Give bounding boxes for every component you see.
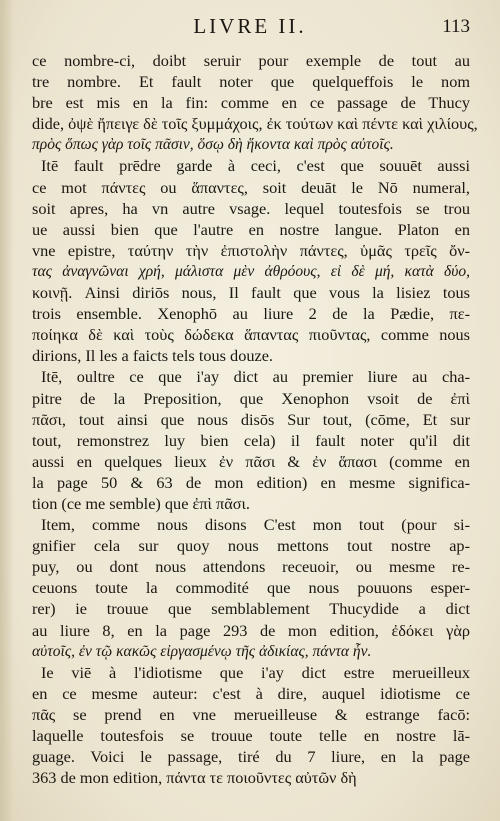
text-line: dide, ὀψὲ ἤπειγε δὲ τοῖς ξυμμάχοις, ἐκ τούτων καὶ πέντε καὶ χιλίους, bbox=[32, 114, 478, 134]
text-line: laquelle toutesfois se trouue toute telle en nostre lā- bbox=[32, 726, 470, 745]
text-line: au liure 8, en la page 293 de mon edition, ἐδόκει γὰρ bbox=[32, 620, 470, 640]
page-number: 113 bbox=[442, 16, 470, 37]
text-line: Item, comme nous disons C'est mon tout (pour si- bbox=[41, 515, 470, 535]
text-line: 363 de mon edition, πάντα τε ποιοῦντες αὐτῶν δὴ bbox=[32, 768, 357, 788]
text-line: ce mot πάντες ou ἅπαντες, soit deuāt le Nō numeral, bbox=[32, 177, 470, 197]
text-line: aussi en quelques lieux ἐν πᾶσι & ἐν ἅπασι (comme en bbox=[32, 451, 470, 471]
text-line: tout, remonstrez luy bien cela) il fault noter qu'il dit bbox=[32, 430, 470, 450]
text-line: en ce mesme auteur: c'est à dire, auquel idiotisme ce bbox=[32, 683, 470, 703]
text-line: vne epistre, ταύτην τὴν ἐπιστολὴν πάντες, ὑμᾶς τρεῖς ὄν- bbox=[32, 240, 470, 260]
text-line: tre nombre. Et fault noter que quelqueffois le nom bbox=[32, 72, 470, 92]
text-line: πᾶς se prend en vne merueilleuse & estrange facō: bbox=[32, 704, 470, 724]
text-line: τας ἀναγνῶναι χρή, μάλιστα μὲν ἀθρόους, εἰ δὲ μή, κατὰ δύο, bbox=[32, 262, 470, 280]
text-line: ποίηκα δὲ καὶ τοὺς δώδεκα ἅπαντας πιοῦντας, comme nous bbox=[32, 325, 470, 345]
text-line: tion (ce me semble) que ἐπὶ πᾶσι. bbox=[32, 493, 250, 513]
body-text bbox=[32, 50, 478, 788]
text-line: ceuons toute la commodité que nous pouuons esper- bbox=[32, 578, 470, 598]
text-line: πᾶσι, tout ainsi que nous disōs Sur tout, (cōme, Et sur bbox=[32, 409, 470, 429]
text-line: κοινῇ. Ainsi diriōs nous, Il fault que vous la lisiez tous bbox=[32, 283, 470, 303]
text-line: dirions, Il les a faicts tels tous douze. bbox=[32, 346, 273, 366]
text-line: la page 50 & 63 de mon edition) en mesme significa- bbox=[32, 472, 470, 492]
text-line: trois ensemble. Xenophō au liure 2 de la Pædie, πε- bbox=[32, 304, 470, 324]
text-line: αὐτοῖς, ἐν τῷ κακῶς εἰργασμένῳ τῆς ἀδικίας, πάντα ἦν. bbox=[32, 642, 372, 660]
text-line: Ie viē à l'idiotisme que i'ay dict estre merueilleux bbox=[41, 662, 470, 682]
text-line: rer) ie trouue que semblablement Thucydide a dict bbox=[32, 599, 470, 619]
text-line: Itē, oultre ce que i'ay dict au premier liure au cha- bbox=[41, 367, 470, 387]
page-header bbox=[30, 14, 470, 44]
text-line: bre est mis en la fin: comme en ce passage de Thucy bbox=[32, 93, 470, 113]
text-line: πρὸς ὅπως γὰρ τοῖς πᾶσιν, ὅσῳ δὴ ἥκοντα καὶ πρὸς αὐτοῖς. bbox=[32, 136, 394, 154]
running-title: LIVRE II. bbox=[193, 14, 307, 38]
text-line: ce nombre-ci, doibt seruir pour exemple de tout au bbox=[32, 51, 470, 70]
text-line: puy, ou dont nous attendons receuoir, ou mesme re- bbox=[32, 557, 470, 577]
text-line: pitre de la Preposition, que Xenophon vsoit de ἐπὶ bbox=[32, 388, 470, 408]
text-line: gnifier cela sur quoy nous mettons tout nostre ap- bbox=[32, 536, 470, 556]
text-line: guage. Voici le passage, tiré du 7 liure, en la page bbox=[32, 747, 470, 767]
text-line: ue aussi bien que l'autre en nostre langue. Platon en bbox=[32, 219, 470, 239]
text-line: soit apres, ha vn autre vsage. lequel toutesfois se trou bbox=[32, 198, 470, 218]
text-line: Itē fault prēdre garde à ceci, c'est que souuēt aussi bbox=[41, 156, 470, 176]
